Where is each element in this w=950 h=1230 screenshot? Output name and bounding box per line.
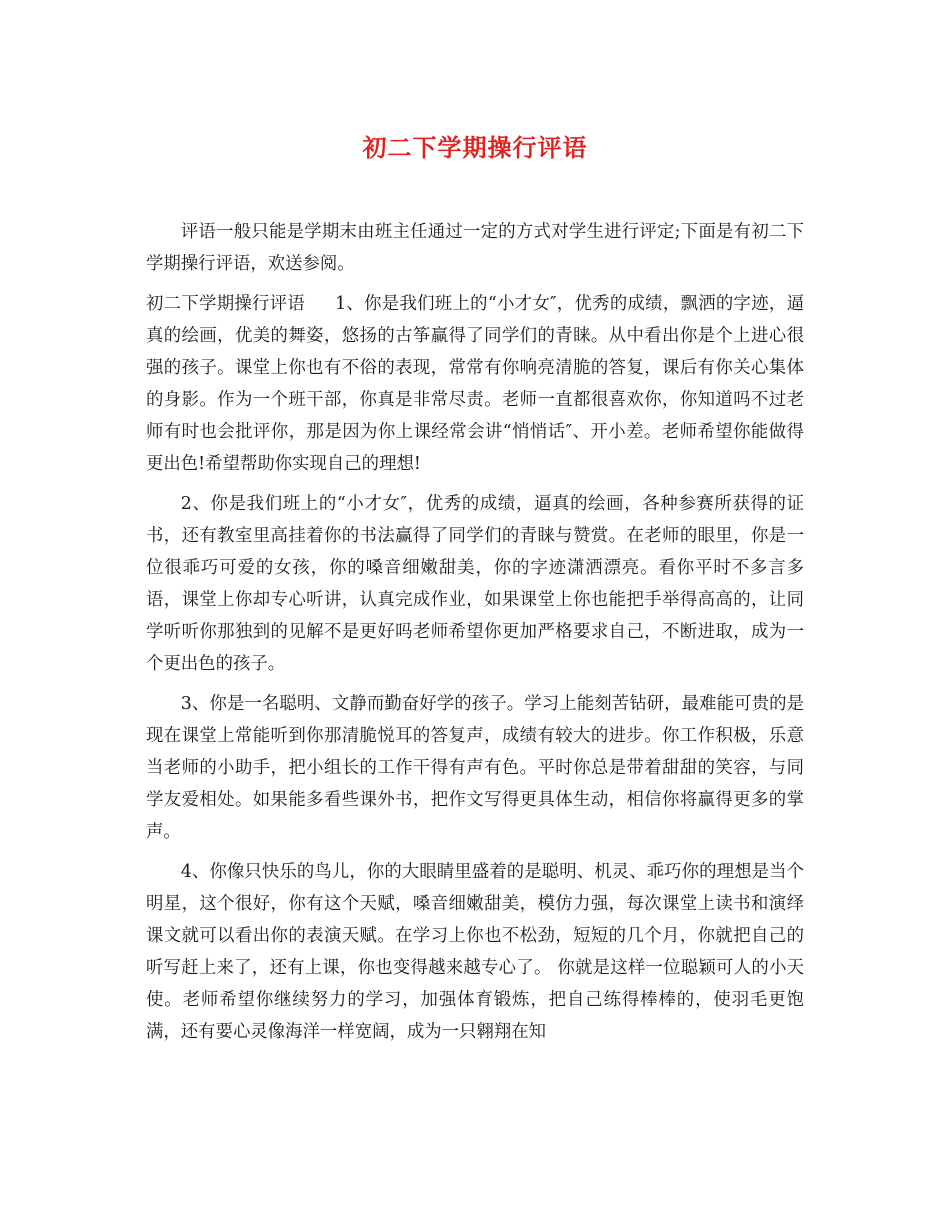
comment-paragraph-4: 4、你像只快乐的鸟儿，你的大眼睛里盛着的是聪明、机灵、乖巧你的理想是当个明星，这个很好，你有这个天赋，嗓音细嫩甜美，模仿力强，每次课堂上读书和演绎课文就可以看出你的表演天赋。在学习上你也不松劲，短短的几个月，你就把自己的听写赶上来了，还有上课，你也变得越来越专心了。 你就是这样一位聪颖可人的小天使。老师希望你继续努力的学习，加强体育锻炼，把自己练得棒棒的，使羽毛更饱满，还有要心灵像海洋一样宽阔，成为一只翱翔在知 [146,862,804,1042]
comment-paragraph-1 [146,288,804,480]
comment-text-1: 1、你是我们班上的“小才女″，优秀的成绩，飘洒的字迹，逼真的绘画，优美的舞姿，悠扬的古筝赢得了同学们的青睐。从中看出你是个上进心很强的孩子。课堂上你也有不俗的表现，常常有你响亮清脆的答复，课后有你关心集体的身影。作为一个班干部，你真是非常尽责。老师一直都很喜欢你，你知道吗不过老师有时也会批评你，那是因为你上课经常会讲“悄悄话″、开小差。老师希望你能做得更出色!希望帮助你实现自己的理想! [146,294,804,474]
intro-paragraph: 评语一般只能是学期末由班主任通过一定的方式对学生进行评定;下面是有初二下学期操行评语，欢送参阅。 [146,222,804,274]
document-title: 初二下学期操行评语 [362,133,588,162]
comment-paragraph-2: 2、你是我们班上的“小才女″，优秀的成绩，逼真的绘画，各种参赛所获得的证书，还有教室里高挂着你的书法赢得了同学们的青睐与赞赏。在老师的眼里，你是一位很乖巧可爱的女孩，你的嗓音细嫩甜美，你的字迹潇洒漂亮。看你平时不多言多语，课堂上你却专心听讲，认真完成作业，如果课堂上你也能把手举得高高的，让同学听听你那独到的见解不是更好吗老师希望你更加严格要求自己，不断进取，成为一个更出色的孩子。 [146,494,804,674]
document-page [146,128,804,1048]
comment-paragraph-3: 3、你是一名聪明、文静而勤奋好学的孩子。学习上能刻苦钻研，最难能可贵的是现在课堂上常能听到你那清脆悦耳的答复声，成绩有较大的进步。你工作积极，乐意当老师的小助手，把小组长的工作干得有声有色。平时你总是带着甜甜的笑容，与同学友爱相处。如果能多看些课外书，把作文写得更具体生动，相信你将赢得更多的掌声。 [146,694,804,842]
section-label: 初二下学期操行评语 [146,294,306,314]
